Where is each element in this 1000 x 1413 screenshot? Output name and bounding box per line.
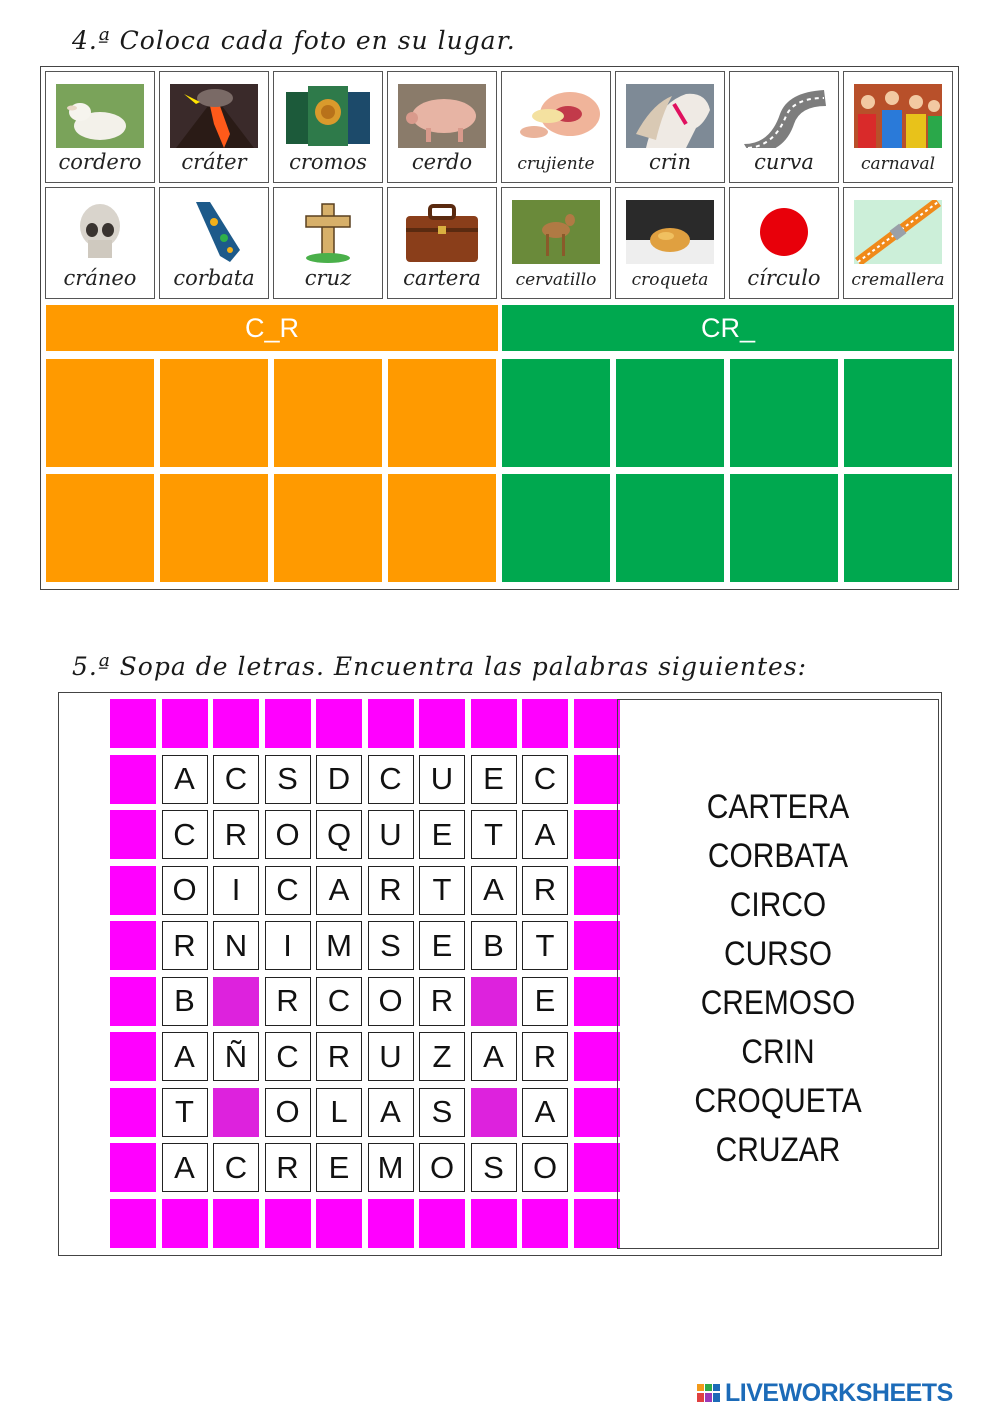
circle-icon bbox=[740, 200, 828, 264]
grid-border-cell bbox=[368, 1199, 414, 1248]
category-cr-header: CR_ bbox=[501, 304, 955, 352]
grid-letter-cell[interactable]: R bbox=[162, 921, 208, 970]
grid-letter-cell[interactable]: Q bbox=[316, 810, 362, 859]
grid-letter-cell[interactable]: O bbox=[265, 1088, 311, 1137]
card-word: cromos bbox=[289, 150, 367, 174]
grid-letter-cell[interactable]: T bbox=[471, 810, 517, 859]
drop-slot[interactable] bbox=[501, 473, 611, 583]
grid-letter-cell[interactable]: E bbox=[522, 977, 568, 1026]
grid-border-cell bbox=[471, 699, 517, 748]
grid-border-cell bbox=[574, 1143, 620, 1192]
pig-icon bbox=[398, 84, 486, 148]
necktie-icon bbox=[170, 200, 258, 264]
card-crujiente[interactable] bbox=[501, 71, 611, 183]
word-list-item: CIRCO bbox=[729, 886, 827, 924]
grid-border-cell bbox=[574, 866, 620, 915]
drop-slot[interactable] bbox=[45, 358, 155, 468]
grid-letter-cell[interactable]: D bbox=[316, 755, 362, 804]
grid-letter-cell[interactable]: O bbox=[368, 977, 414, 1026]
exercise-4-board bbox=[40, 66, 959, 590]
card-word: cerdo bbox=[411, 150, 473, 174]
card-cartera[interactable] bbox=[387, 187, 497, 299]
word-list-item: CRIN bbox=[741, 1033, 815, 1071]
grid-border-cell bbox=[162, 699, 208, 748]
grid-letter-cell[interactable]: C bbox=[265, 1032, 311, 1081]
card-cervatillo[interactable] bbox=[501, 187, 611, 299]
drop-slot[interactable] bbox=[843, 473, 953, 583]
grid-border-cell bbox=[110, 866, 156, 915]
grid-border-cell bbox=[522, 699, 568, 748]
liveworksheets-logo-icon bbox=[697, 1382, 723, 1404]
grid-blocked-cell bbox=[213, 1088, 259, 1137]
grid-letter-cell[interactable]: C bbox=[213, 755, 259, 804]
card-cromos[interactable] bbox=[273, 71, 383, 183]
word-list bbox=[617, 699, 939, 1249]
grid-letter-cell[interactable]: A bbox=[162, 1143, 208, 1192]
grid-border-cell bbox=[162, 1199, 208, 1248]
chip-bite-icon bbox=[512, 84, 600, 148]
grid-letter-cell[interactable]: Z bbox=[419, 1032, 465, 1081]
drop-slot[interactable] bbox=[45, 473, 155, 583]
briefcase-icon bbox=[398, 200, 486, 264]
grid-letter-cell[interactable]: R bbox=[419, 977, 465, 1026]
card-craneo[interactable] bbox=[45, 187, 155, 299]
card-word: corbata bbox=[173, 266, 255, 290]
drop-slot[interactable] bbox=[387, 473, 497, 583]
drop-slot[interactable] bbox=[159, 473, 269, 583]
grid-letter-cell[interactable]: T bbox=[162, 1088, 208, 1137]
grid-letter-cell[interactable]: R bbox=[316, 1032, 362, 1081]
word-list-item: CROQUETA bbox=[694, 1082, 862, 1120]
croquette-icon bbox=[626, 200, 714, 264]
card-cremallera[interactable] bbox=[843, 187, 953, 299]
drop-slot[interactable] bbox=[273, 473, 383, 583]
grid-letter-cell[interactable]: U bbox=[368, 810, 414, 859]
grid-border-cell bbox=[574, 810, 620, 859]
cross-icon bbox=[284, 200, 372, 264]
card-word: cráter bbox=[181, 150, 247, 174]
drop-slot[interactable] bbox=[615, 473, 725, 583]
card-word: círculo bbox=[747, 266, 821, 290]
drop-slot[interactable] bbox=[501, 358, 611, 468]
grid-letter-cell[interactable]: R bbox=[522, 1032, 568, 1081]
grid-letter-cell[interactable]: B bbox=[162, 977, 208, 1026]
card-word: carnaval bbox=[860, 154, 936, 174]
card-croqueta[interactable] bbox=[615, 187, 725, 299]
grid-letter-cell[interactable]: O bbox=[265, 810, 311, 859]
grid-letter-cell[interactable]: C bbox=[265, 866, 311, 915]
grid-border-cell bbox=[419, 1199, 465, 1248]
grid-letter-cell[interactable]: E bbox=[471, 755, 517, 804]
grid-letter-cell[interactable]: U bbox=[419, 755, 465, 804]
grid-letter-cell[interactable]: E bbox=[419, 921, 465, 970]
grid-letter-cell[interactable]: C bbox=[368, 755, 414, 804]
grid-blocked-cell bbox=[471, 1088, 517, 1137]
card-word: cruz bbox=[304, 266, 352, 290]
grid-border-cell bbox=[574, 1088, 620, 1137]
card-corbata[interactable] bbox=[159, 187, 269, 299]
grid-border-cell bbox=[110, 699, 156, 748]
grid-letter-cell[interactable]: U bbox=[368, 1032, 414, 1081]
word-list-item: CARTERA bbox=[706, 788, 850, 826]
grid-border-cell bbox=[110, 921, 156, 970]
grid-border-cell bbox=[316, 1199, 362, 1248]
grid-letter-cell[interactable]: T bbox=[419, 866, 465, 915]
grid-letter-cell[interactable]: O bbox=[419, 1143, 465, 1192]
card-word: cráneo bbox=[63, 266, 137, 290]
grid-letter-cell[interactable]: O bbox=[162, 866, 208, 915]
word-list-item: CRUZAR bbox=[715, 1131, 841, 1169]
grid-border-cell bbox=[471, 1199, 517, 1248]
exercise-5-title: 5.ª Sopa de letras. Encuentra las palabras siguientes: bbox=[72, 652, 808, 681]
card-word: crin bbox=[648, 150, 692, 174]
grid-border-cell bbox=[316, 699, 362, 748]
card-word: cordero bbox=[58, 150, 142, 174]
grid-border-cell bbox=[368, 699, 414, 748]
card-circulo[interactable] bbox=[729, 187, 839, 299]
grid-letter-cell[interactable]: R bbox=[265, 977, 311, 1026]
card-cruz[interactable] bbox=[273, 187, 383, 299]
grid-border-cell bbox=[574, 921, 620, 970]
skull-icon bbox=[56, 200, 144, 264]
lamb-icon bbox=[56, 84, 144, 148]
word-list-item: CREMOSO bbox=[700, 984, 856, 1022]
grid-letter-cell[interactable]: C bbox=[213, 1143, 259, 1192]
grid-letter-cell[interactable]: T bbox=[522, 921, 568, 970]
grid-letter-cell[interactable]: A bbox=[471, 866, 517, 915]
exercise-4-title: 4.ª Coloca cada foto en su lugar. bbox=[72, 26, 516, 55]
category-c-r-header: C_R bbox=[45, 304, 499, 352]
grid-blocked-cell bbox=[213, 977, 259, 1026]
card-word: cartera bbox=[403, 266, 481, 290]
card-cerdo[interactable] bbox=[387, 71, 497, 183]
grid-letter-cell[interactable]: I bbox=[265, 921, 311, 970]
grid-border-cell bbox=[522, 1199, 568, 1248]
horse-mane-icon bbox=[626, 84, 714, 148]
grid-letter-cell[interactable]: N bbox=[213, 921, 259, 970]
grid-letter-cell[interactable]: B bbox=[471, 921, 517, 970]
grid-border-cell bbox=[213, 699, 259, 748]
grid-letter-cell[interactable]: I bbox=[213, 866, 259, 915]
card-word: crujiente bbox=[517, 154, 595, 174]
grid-blocked-cell bbox=[471, 977, 517, 1026]
grid-border-cell bbox=[574, 1199, 620, 1248]
grid-letter-cell[interactable]: A bbox=[522, 1088, 568, 1137]
grid-border-cell bbox=[574, 755, 620, 804]
grid-border-cell bbox=[419, 699, 465, 748]
grid-border-cell bbox=[110, 977, 156, 1026]
word-list-item: CURSO bbox=[723, 935, 833, 973]
grid-letter-cell[interactable]: A bbox=[522, 810, 568, 859]
card-crin[interactable] bbox=[615, 71, 725, 183]
grid-border-cell bbox=[265, 699, 311, 748]
grid-border-cell bbox=[574, 699, 620, 748]
grid-letter-cell[interactable]: M bbox=[368, 1143, 414, 1192]
grid-letter-cell[interactable]: S bbox=[265, 755, 311, 804]
grid-letter-cell[interactable]: A bbox=[316, 866, 362, 915]
card-word: cremallera bbox=[851, 270, 945, 290]
grid-border-cell bbox=[110, 810, 156, 859]
liveworksheets-logo bbox=[697, 1378, 953, 1408]
grid-border-cell bbox=[110, 1032, 156, 1081]
grid-letter-cell[interactable]: R bbox=[265, 1143, 311, 1192]
carnival-icon bbox=[854, 84, 942, 148]
zipper-icon bbox=[854, 200, 942, 264]
grid-letter-cell[interactable]: C bbox=[162, 810, 208, 859]
grid-letter-cell[interactable]: E bbox=[419, 810, 465, 859]
grid-letter-cell[interactable]: A bbox=[368, 1088, 414, 1137]
fawn-icon bbox=[512, 200, 600, 264]
drop-slot[interactable] bbox=[159, 358, 269, 468]
card-word: croqueta bbox=[631, 270, 709, 290]
drop-slot[interactable] bbox=[729, 358, 839, 468]
grid-letter-cell[interactable]: S bbox=[471, 1143, 517, 1192]
drop-slot[interactable] bbox=[615, 358, 725, 468]
card-word: curva bbox=[754, 150, 814, 174]
grid-border-cell bbox=[213, 1199, 259, 1248]
grid-letter-cell[interactable]: L bbox=[316, 1088, 362, 1137]
drop-slot[interactable] bbox=[843, 358, 953, 468]
drop-slot[interactable] bbox=[273, 358, 383, 468]
grid-letter-cell[interactable]: C bbox=[316, 977, 362, 1026]
grid-letter-cell[interactable]: A bbox=[162, 755, 208, 804]
grid-letter-cell[interactable]: C bbox=[522, 755, 568, 804]
grid-letter-cell[interactable]: O bbox=[522, 1143, 568, 1192]
grid-border-cell bbox=[574, 977, 620, 1026]
card-word: cervatillo bbox=[515, 270, 597, 290]
grid-letter-cell[interactable]: A bbox=[162, 1032, 208, 1081]
grid-letter-cell[interactable]: R bbox=[213, 810, 259, 859]
grid-border-cell bbox=[110, 1199, 156, 1248]
curved-road-icon bbox=[740, 84, 828, 148]
grid-border-cell bbox=[110, 755, 156, 804]
volcano-icon bbox=[170, 84, 258, 148]
grid-letter-cell[interactable]: R bbox=[368, 866, 414, 915]
drop-slot[interactable] bbox=[387, 358, 497, 468]
grid-border-cell bbox=[574, 1032, 620, 1081]
grid-border-cell bbox=[265, 1199, 311, 1248]
grid-letter-cell[interactable]: A bbox=[471, 1032, 517, 1081]
word-search-board bbox=[58, 692, 942, 1256]
trading-cards-icon bbox=[284, 84, 372, 148]
grid-letter-cell[interactable]: M bbox=[316, 921, 362, 970]
brand-name: LIVEWORKSHEETS bbox=[725, 1378, 953, 1407]
grid-letter-cell[interactable]: Ñ bbox=[213, 1032, 259, 1081]
card-cordero[interactable] bbox=[45, 71, 155, 183]
card-carnaval[interactable] bbox=[843, 71, 953, 183]
grid-letter-cell[interactable]: S bbox=[368, 921, 414, 970]
grid-letter-cell[interactable]: E bbox=[316, 1143, 362, 1192]
grid-letter-cell[interactable]: S bbox=[419, 1088, 465, 1137]
card-curva[interactable] bbox=[729, 71, 839, 183]
drop-slot[interactable] bbox=[729, 473, 839, 583]
grid-border-cell bbox=[110, 1088, 156, 1137]
grid-border-cell bbox=[110, 1143, 156, 1192]
word-list-item: CORBATA bbox=[707, 837, 849, 875]
grid-letter-cell[interactable]: R bbox=[522, 866, 568, 915]
card-crater[interactable] bbox=[159, 71, 269, 183]
